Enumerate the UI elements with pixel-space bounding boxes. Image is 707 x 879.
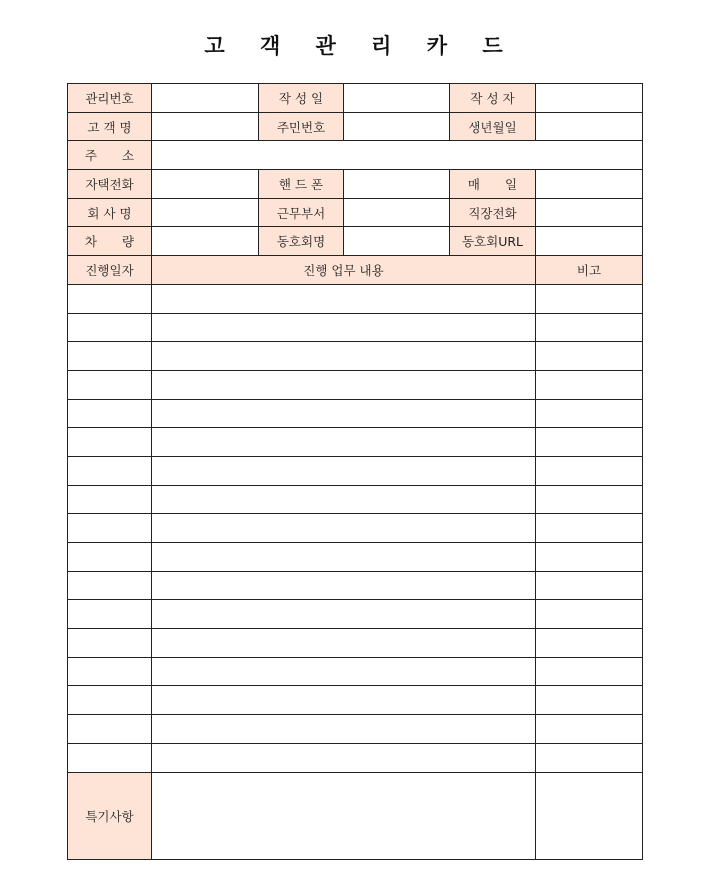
progress-row [68, 514, 643, 543]
page-title: 고 객 관 리 카 드 [204, 34, 517, 58]
progress-note-cell[interactable] [536, 657, 643, 686]
progress-content-cell[interactable] [152, 313, 536, 342]
label-birth-date: 생년월일 [450, 112, 536, 141]
field-customer-name[interactable] [152, 112, 259, 141]
progress-row [68, 571, 643, 600]
field-home-phone[interactable] [152, 170, 259, 199]
label-resident-number: 주민번호 [259, 112, 344, 141]
progress-note-cell[interactable] [536, 600, 643, 629]
remarks-row [68, 772, 643, 859]
field-vehicle[interactable] [152, 227, 259, 256]
label-club-name: 동호회명 [259, 227, 344, 256]
progress-content-cell[interactable] [152, 284, 536, 313]
progress-header-row [68, 256, 643, 285]
field-mobile-phone[interactable] [344, 170, 450, 199]
progress-note-cell[interactable] [536, 686, 643, 715]
info-row-1 [68, 84, 643, 113]
progress-row [68, 686, 643, 715]
label-email: 매 일 [450, 170, 536, 199]
progress-date-cell[interactable] [68, 370, 152, 399]
field-email[interactable] [536, 170, 643, 199]
progress-content-cell[interactable] [152, 600, 536, 629]
progress-row [68, 370, 643, 399]
field-birth-date[interactable] [536, 112, 643, 141]
progress-note-cell[interactable] [536, 715, 643, 744]
progress-date-cell[interactable] [68, 514, 152, 543]
field-remarks-note[interactable] [536, 772, 643, 859]
progress-row [68, 456, 643, 485]
progress-row [68, 428, 643, 457]
progress-note-cell[interactable] [536, 456, 643, 485]
progress-date-cell[interactable] [68, 571, 152, 600]
progress-note-cell[interactable] [536, 743, 643, 772]
label-mobile-phone: 핸 드 폰 [259, 170, 344, 199]
progress-note-cell[interactable] [536, 514, 643, 543]
progress-date-cell[interactable] [68, 686, 152, 715]
field-resident-number[interactable] [344, 112, 450, 141]
header-progress-content: 진행 업무 내용 [152, 256, 536, 285]
progress-content-cell[interactable] [152, 370, 536, 399]
progress-note-cell[interactable] [536, 284, 643, 313]
label-company-name: 회 사 명 [68, 198, 152, 227]
progress-row [68, 743, 643, 772]
customer-card-table [67, 83, 643, 860]
info-row-4 [68, 170, 643, 199]
progress-content-cell[interactable] [152, 629, 536, 658]
progress-date-cell[interactable] [68, 284, 152, 313]
label-work-phone: 직장전화 [450, 198, 536, 227]
progress-content-cell[interactable] [152, 428, 536, 457]
progress-note-cell[interactable] [536, 543, 643, 572]
progress-note-cell[interactable] [536, 342, 643, 371]
info-row-3 [68, 141, 643, 170]
progress-row [68, 342, 643, 371]
progress-date-cell[interactable] [68, 456, 152, 485]
info-row-5 [68, 198, 643, 227]
label-department: 근무부서 [259, 198, 344, 227]
progress-content-cell[interactable] [152, 657, 536, 686]
progress-note-cell[interactable] [536, 370, 643, 399]
progress-row [68, 629, 643, 658]
progress-date-cell[interactable] [68, 485, 152, 514]
progress-note-cell[interactable] [536, 485, 643, 514]
header-note: 비고 [536, 256, 643, 285]
field-work-phone[interactable] [536, 198, 643, 227]
progress-row [68, 715, 643, 744]
progress-content-cell[interactable] [152, 514, 536, 543]
progress-date-cell[interactable] [68, 313, 152, 342]
field-department[interactable] [344, 198, 450, 227]
field-remarks[interactable] [152, 772, 536, 859]
progress-row [68, 543, 643, 572]
label-customer-name: 고 객 명 [68, 112, 152, 141]
progress-row [68, 600, 643, 629]
field-written-date[interactable] [344, 84, 450, 113]
field-writer[interactable] [536, 84, 643, 113]
label-remarks: 특기사항 [68, 772, 152, 859]
field-manage-number[interactable] [152, 84, 259, 113]
progress-row [68, 399, 643, 428]
progress-note-cell[interactable] [536, 571, 643, 600]
progress-date-cell[interactable] [68, 543, 152, 572]
progress-row [68, 485, 643, 514]
progress-date-cell[interactable] [68, 743, 152, 772]
label-writer: 작 성 자 [450, 84, 536, 113]
info-row-6 [68, 227, 643, 256]
progress-date-cell[interactable] [68, 342, 152, 371]
info-row-2 [68, 112, 643, 141]
progress-content-cell[interactable] [152, 686, 536, 715]
progress-row [68, 657, 643, 686]
progress-row [68, 313, 643, 342]
progress-date-cell[interactable] [68, 428, 152, 457]
progress-content-cell[interactable] [152, 543, 536, 572]
field-company-name[interactable] [152, 198, 259, 227]
label-vehicle: 차 량 [68, 227, 152, 256]
progress-date-cell[interactable] [68, 399, 152, 428]
progress-content-cell[interactable] [152, 399, 536, 428]
field-club-name[interactable] [344, 227, 450, 256]
progress-content-cell[interactable] [152, 342, 536, 371]
progress-date-cell[interactable] [68, 600, 152, 629]
progress-note-cell[interactable] [536, 399, 643, 428]
label-home-phone: 자택전화 [68, 170, 152, 199]
progress-note-cell[interactable] [536, 629, 643, 658]
label-manage-number: 관리번호 [68, 84, 152, 113]
label-club-url: 동호회URL [450, 227, 536, 256]
progress-content-cell[interactable] [152, 571, 536, 600]
progress-content-cell[interactable] [152, 485, 536, 514]
progress-date-cell[interactable] [68, 629, 152, 658]
field-address[interactable] [152, 141, 643, 170]
label-written-date: 작 성 일 [259, 84, 344, 113]
header-progress-date: 진행일자 [68, 256, 152, 285]
progress-date-cell[interactable] [68, 715, 152, 744]
progress-note-cell[interactable] [536, 313, 643, 342]
progress-content-cell[interactable] [152, 715, 536, 744]
progress-content-cell[interactable] [152, 743, 536, 772]
label-address: 주 소 [68, 141, 152, 170]
progress-date-cell[interactable] [68, 657, 152, 686]
field-club-url[interactable] [536, 227, 643, 256]
progress-content-cell[interactable] [152, 456, 536, 485]
progress-row [68, 284, 643, 313]
progress-note-cell[interactable] [536, 428, 643, 457]
